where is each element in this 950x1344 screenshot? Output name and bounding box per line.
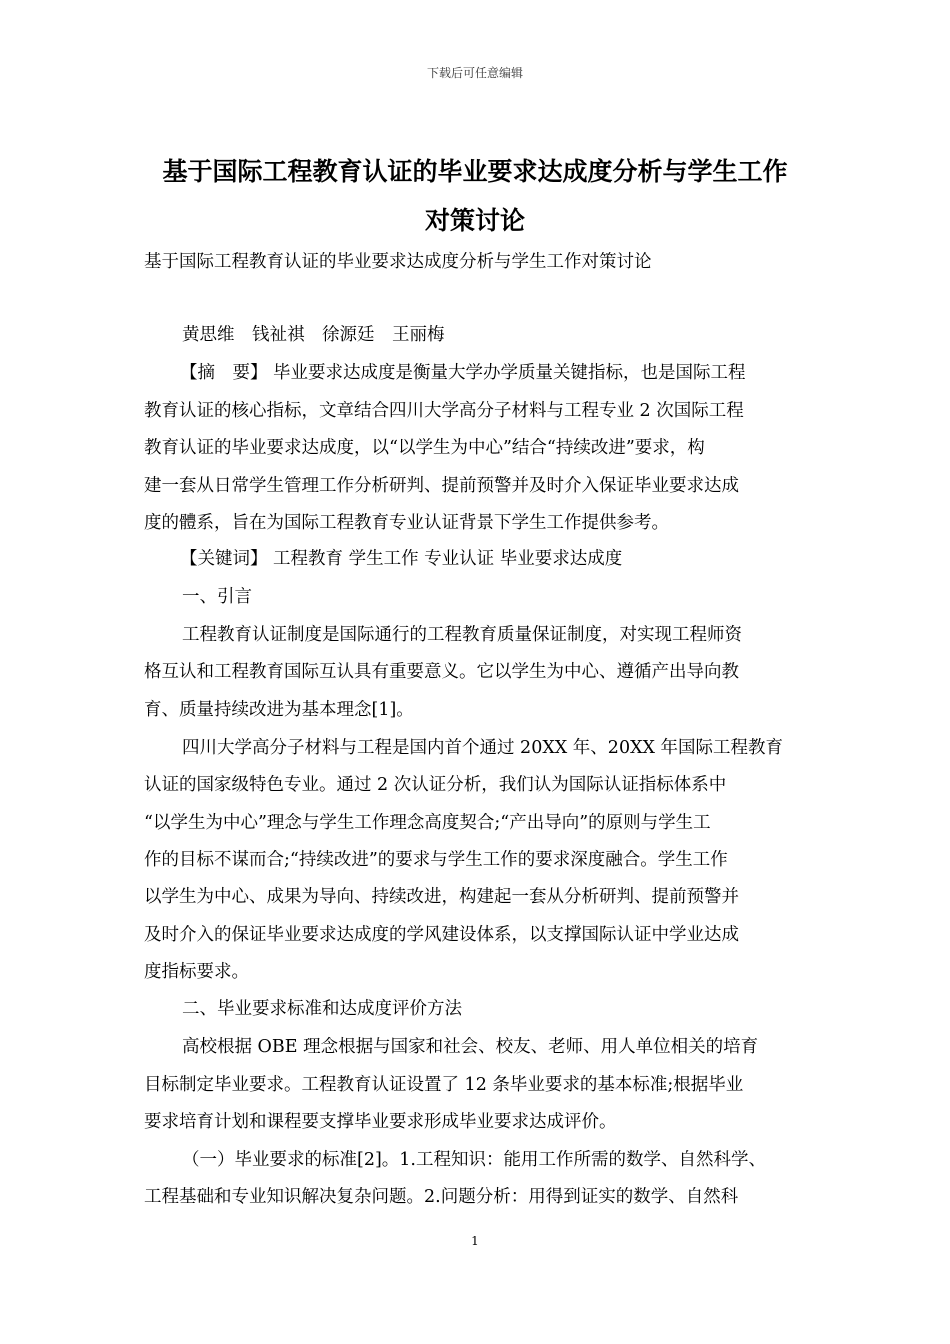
section-heading: 二、毕业要求标准和达成度评价方法 [182,999,462,1019]
paragraph-line: “以学生为中心”理念与学生工作理念高度契合;“产出导向”的原则与学生工 [144,813,711,833]
paragraph-line: 作的目标不谋而合;“持续改进”的要求与学生工作的要求深度融合。学生工作 [144,850,728,870]
paragraph-line: 四川大学高分子材料与工程是国内首个通过 20XX 年、20XX 年国际工程教育 [182,738,784,758]
document-title-line-1: 基于国际工程教育认证的毕业要求达成度分析与学生工作 [162,157,788,186]
paragraph-line: 工程教育认证制度是国际通行的工程教育质量保证制度，对实现工程师资 [182,625,742,645]
paragraph-line: 目标制定毕业要求。工程教育认证设置了 12 条毕业要求的基本标准;根据毕业 [144,1075,744,1095]
header-note: 下载后可任意编辑 [426,66,523,80]
section-heading: 一、引言 [182,587,252,607]
paragraph-line: 要求培育计划和课程要支撑毕业要求形成毕业要求达成评价。 [144,1112,617,1132]
authors-line: 黄思维 钱祉祺 徐源廷 王丽梅 [182,325,445,345]
paragraph-line: （一）毕业要求的标准[2]。1.工程知识：能用工作所需的数学、自然科学、 [182,1150,766,1170]
abstract-line: 教育认证的毕业要求达成度，以“以学生为中心”结合“持续改进”要求，构 [144,438,705,458]
page-number: 1 [471,1234,479,1248]
subtitle-line: 基于国际工程教育认证的毕业要求达成度分析与学生工作对策讨论 [144,252,652,272]
abstract-line: 【摘 要】 毕业要求达成度是衡量大学办学质量关键指标，也是国际工程 [180,363,746,383]
paragraph-line: 格互认和工程教育国际互认具有重要意义。它以学生为中心、遵循产出导向教 [144,662,739,682]
paragraph-line: 工程基础和专业知识解决复杂问题。2.问题分析：用得到证实的数学、自然科 [144,1187,739,1207]
paragraph-line: 育、质量持续改进为基本理念[1]。 [144,700,414,720]
keywords-line: 【关键词】 工程教育 学生工作 专业认证 毕业要求达成度 [180,549,623,569]
paragraph-line: 高校根据 OBE 理念根据与国家和社会、校友、老师、用人单位相关的培育 [182,1037,759,1057]
paragraph-line: 认证的国家级特色专业。通过 2 次认证分析，我们认为国际认证指标体系中 [144,775,727,795]
abstract-line: 教育认证的核心指标，文章结合四川大学高分子材料与工程专业 2 次国际工程 [144,401,744,421]
document-title-line-2: 对策讨论 [424,206,525,235]
paragraph-line: 及时介入的保证毕业要求达成度的学风建设体系，以支撑国际认证中学业达成 [144,925,739,945]
abstract-line: 度的體系，旨在为国际工程教育专业认证背景下学生工作提供参考。 [144,513,669,533]
paragraph-line: 以学生为中心、成果为导向、持续改进，构建起一套从分析研判、提前预警并 [144,887,739,907]
paragraph-line: 度指标要求。 [144,962,249,982]
abstract-line: 建一套从日常学生管理工作分析研判、提前预警并及时介入保证毕业要求达成 [144,476,739,496]
